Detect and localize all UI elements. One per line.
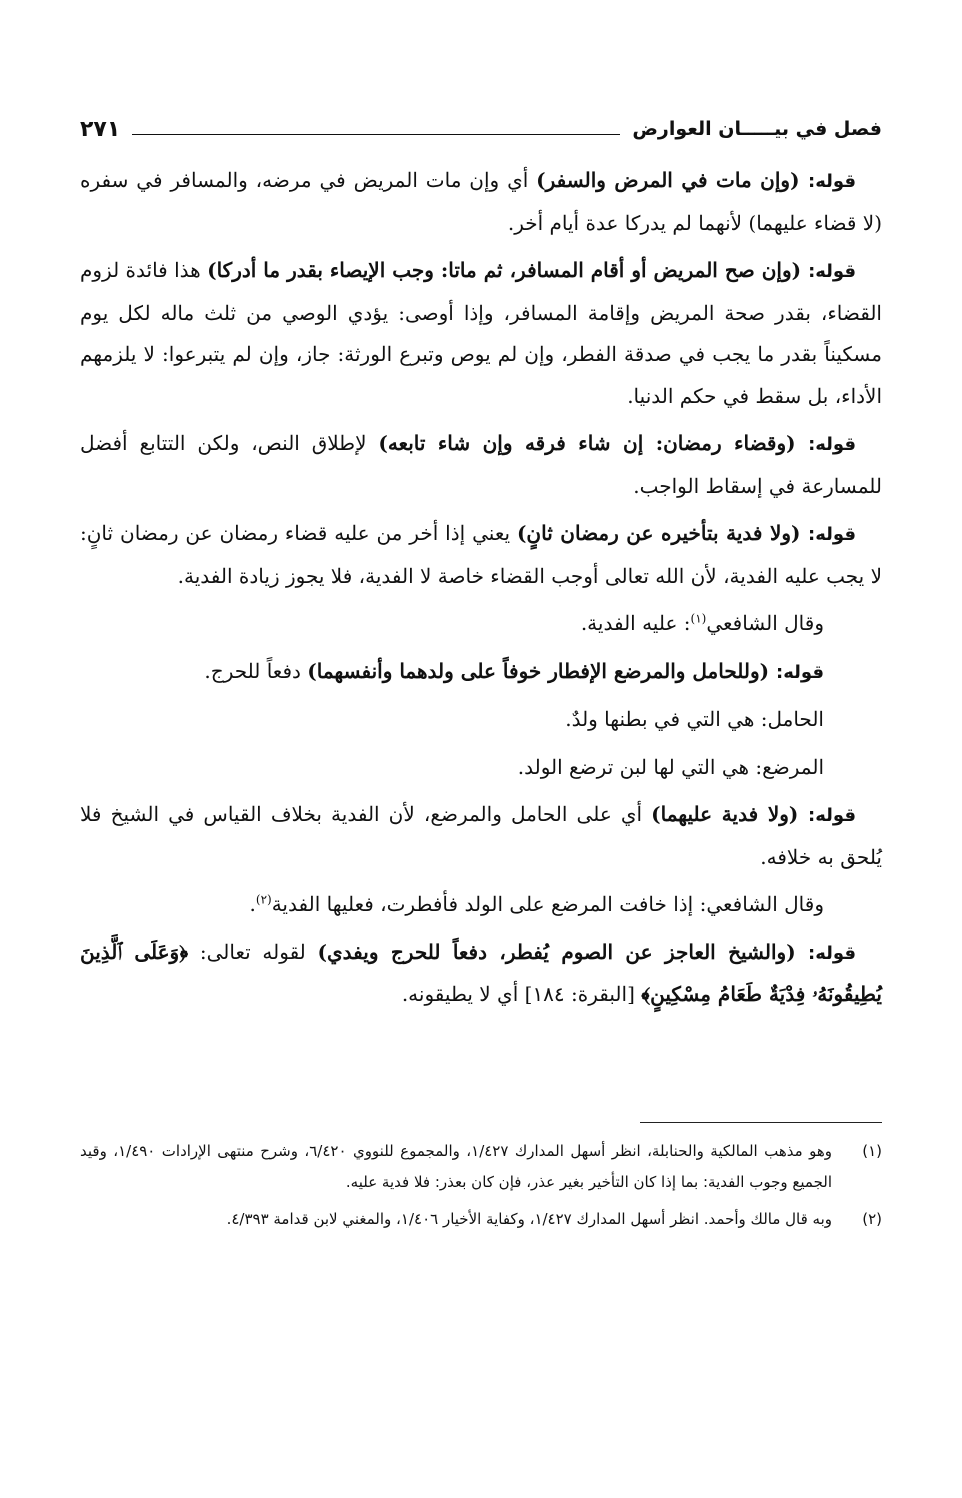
paragraph-shafii-opinion-1 <box>80 603 882 645</box>
paragraph-ramadan-makeup <box>80 423 882 507</box>
commentary-text: أي على الحامل والمرضع، لأن الفدية بخلاف القياس في الشيخ فلا يُلحق به خلافه. <box>80 802 882 869</box>
commentary-text: [البقرة: ١٨٤] أي لا يطيقونه. <box>401 982 642 1006</box>
lead-word: قوله: <box>808 942 856 964</box>
footnote-text: وبه قال مالك وأحمد. انظر أسهل المدارك ١/٤٢٧، وكفاية الأخيار ١/٤٠٦، والمغني لابن قدامة ٤/٣٩٣. <box>226 1210 832 1228</box>
commentary-text: لقوله تعالى: <box>188 939 318 964</box>
definition-text: المرضع: هي التي لها لبن ترضع الولد. <box>517 754 824 779</box>
plain-text: وقال الشافعي <box>706 611 824 635</box>
footnote-text: وهو مذهب المالكية والحنابلة، انظر أسهل المدارك ١/٤٢٧، والمجموع للنووي ٦/٤٢٠، وشرح منتهى الإرادات ١/٤٩٠، وقيد الجميع وجوب الفدية: بما إذا كان التأخير بغير عذر، فإن كان بعذر: فلا فدية عليه. <box>80 1142 832 1191</box>
lead-word: قوله: <box>776 661 824 683</box>
footnote-2 <box>80 1204 882 1235</box>
paragraph-definition-pregnant <box>80 699 882 741</box>
lead-word: قوله: <box>808 524 856 545</box>
header-rule <box>132 134 620 135</box>
matn-quote: (وللحامل والمرضع الإفطار خوفاً على ولدهما وأنفسهما) <box>307 658 777 683</box>
footnote-separator <box>640 1122 882 1123</box>
footnote-ref-2[interactable]: (٢) <box>255 892 272 907</box>
lead-word: قوله: <box>808 171 856 192</box>
paragraph-no-ransom-delay <box>80 513 882 597</box>
footnote-1 <box>80 1136 882 1198</box>
matn-quote: (وإن صح المريض أو أقام المسافر، ثم ماتا: وجب الإيصاء بقدر ما أدركا) <box>207 258 809 282</box>
main-text <box>80 160 882 1022</box>
lead-word: قوله: <box>808 805 856 826</box>
paragraph-death-during-illness <box>80 160 882 244</box>
quran-verse: ﴿وَعَلَى ٱلَّذِينَ يُطِيقُونَهُۥ فِدْيَةٌ طَعَامُ مِسْكِينٍ﴾ <box>80 939 882 1006</box>
commentary-text: أي وإن مات المريض في مرضه، والمسافر في سفره (لا قضاء عليهما) لأنهما لم يدركا عدة أيام أخر. <box>80 168 882 235</box>
paragraph-shafii-opinion-2 <box>80 884 882 926</box>
matn-quote: (ولا فدية بتأخيره عن رمضان ثانٍ) <box>516 521 809 545</box>
definition-text: الحامل: هي التي في بطنها ولدٌ. <box>565 707 824 731</box>
commentary-text: لإطلاق النص، ولكن التتابع أفضل للمسارعة في إسقاط الواجب. <box>80 431 882 498</box>
plain-text: وقال الشافعي: إذا خافت المرضع على الولد فأفطرت، فعليها الفدية <box>271 892 824 916</box>
commentary-text: دفعاً للحرج. <box>204 658 308 683</box>
paragraph-no-ransom-both <box>80 794 882 878</box>
matn-quote: (ولا فدية عليهما) <box>651 802 809 826</box>
commentary-text: هذا فائدة لزوم القضاء، بقدر صحة المريض وإقامة المسافر، وإذا أوصى: يؤدي الوصي من ثلث ماله لكل يوم مسكيناً بقدر ما يجب في صدقة الفطر، وإن لم يوص وتبرع الورثة: جاز، وإن لم يتبرعوا: لا يلزمهم الأداء، بل سقط في حكم الدنيا. <box>80 258 882 408</box>
paragraph-recovery-bequest <box>80 250 882 417</box>
commentary-text: يعني إذا أخر من عليه قضاء رمضان عن رمضان ثانٍ: لا يجب عليه الفدية، لأن الله تعالى أوجب القضاء خاصة لا الفدية، فلا يجوز زيادة الفدية. <box>80 521 882 588</box>
chapter-title: فصل في بيـــــان العوارض <box>632 118 882 140</box>
running-header <box>80 108 882 144</box>
matn-quote: (وإن مات في المرض والسفر) <box>536 168 809 192</box>
lead-word: قوله: <box>808 261 857 282</box>
page-number: ٢٧١ <box>80 117 121 142</box>
paragraph-definition-nursing <box>80 747 882 789</box>
plain-text: . <box>249 892 256 916</box>
plain-text: : عليه الفدية. <box>580 611 691 635</box>
paragraph-elderly-ransom <box>80 932 882 1016</box>
footnote-ref-1[interactable]: (١) <box>690 611 707 626</box>
matn-quote: (وقضاء رمضان: إن شاء فرقه وإن شاء تابعه) <box>378 431 809 455</box>
footnote-number: (١) <box>862 1142 882 1160</box>
footnotes <box>80 1136 882 1241</box>
footnote-number: (٢) <box>862 1210 882 1228</box>
lead-word: قوله: <box>808 434 857 455</box>
paragraph-pregnant-nursing <box>80 651 882 694</box>
matn-quote: (والشيخ العاجز عن الصوم يُفطر، دفعاً للحرج ويفدي) <box>317 939 809 964</box>
